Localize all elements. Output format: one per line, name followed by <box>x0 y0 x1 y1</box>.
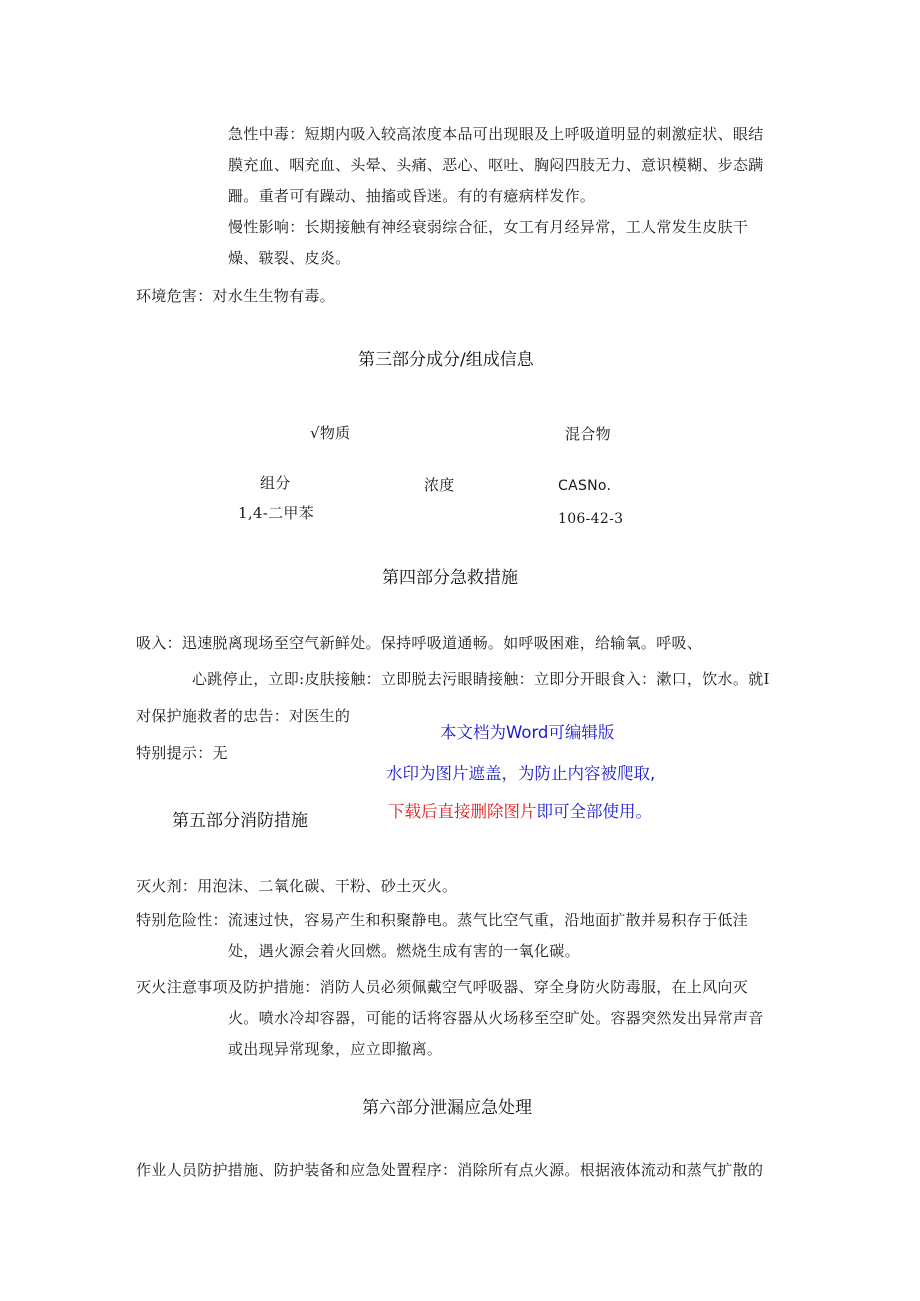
advice-for-rescuers: 对保护施救者的忠告：对医生的 <box>136 707 351 725</box>
watermark-line-3-blue: 即可全部使用。 <box>536 802 652 821</box>
component-cas-number: 106-42-3 <box>558 511 624 527</box>
acute-poisoning-line-1: 急性中毒：短期内吸入较高浓度本品可出现眼及上呼吸道明显的刺激症状、眼结 <box>228 125 764 143</box>
component-name: 1,4-二甲苯 <box>238 504 315 522</box>
special-note: 特别提示：无 <box>136 744 228 762</box>
first-aid-contact-line: 心跳停止，立即:皮肤接触：立即脱去污眼睛接触：立即分开眼食入：漱口，饮水。就I <box>192 670 770 688</box>
section4-title: 第四部分急救措施 <box>382 568 518 588</box>
chronic-effect-line-1: 慢性影响：长期接触有神经衰弱综合征，女工有月经异常，工人常发生皮肤干 <box>228 218 749 236</box>
acute-poisoning-line-3: 跚。重者可有躁动、抽搐或昏迷。有的有癔病样发作。 <box>228 187 596 205</box>
watermark-line-2: 水印为图片遮盖，为防止内容被爬取, <box>386 764 656 783</box>
watermark-line-3-red: 下载后直接删除图片 <box>388 802 537 821</box>
firefighting-precaution-line-2: 火。喷水冷却容器，可能的话将容器从火场移至空旷处。容器突然发出异常声音 <box>228 1009 764 1027</box>
mixture-label: 混合物 <box>565 425 611 443</box>
environment-hazard: 环境危害：对水生生物有毒。 <box>136 287 335 305</box>
extinguishing-agent: 灭火剂：用泡沫、二氧化碳、干粉、砂土灭火。 <box>136 877 458 895</box>
leak-response-line-1: 作业人员防护措施、防护装备和应急处置程序：消除所有点火源。根据液体流动和蒸气扩散的 <box>136 1161 764 1179</box>
watermark-line-1: 本文档为Word可编辑版 <box>440 723 615 742</box>
column-cas-no: CASNo. <box>558 478 612 494</box>
special-danger-line-2: 处，遇火源会着火回燃。燃烧生成有害的一氧化碳。 <box>228 942 580 960</box>
chronic-effect-line-2: 燥、皲裂、皮炎。 <box>228 249 351 267</box>
watermark-line-3 <box>388 801 652 823</box>
section5-title: 第五部分消防措施 <box>172 811 308 831</box>
first-aid-inhalation: 吸入：迅速脱离现场至空气新鲜处。保持呼吸道通畅。如呼吸困难，给输氧。呼吸、 <box>136 634 703 652</box>
special-danger-line-1: 特别危险性：流速过快，容易产生和积聚静电。蒸气比空气重，沿地面扩散并易积存于低洼 <box>136 911 749 929</box>
firefighting-precaution-line-1: 灭火注意事项及防护措施：消防人员必须佩戴空气呼吸器、穿全身防火防毒服，在上风向灭 <box>136 978 749 996</box>
column-component: 组分 <box>260 474 291 492</box>
column-concentration: 浓度 <box>424 476 455 494</box>
section6-title: 第六部分泄漏应急处理 <box>362 1098 532 1118</box>
section3-title: 第三部分成分/组成信息 <box>358 350 534 370</box>
acute-poisoning-line-2: 膜充血、咽充血、头晕、头痛、恶心、呕吐、胸闷四肢无力、意识模糊、步态蹒 <box>228 156 764 174</box>
substance-checkbox-label: √物质 <box>310 424 351 442</box>
firefighting-precaution-line-3: 或出现异常现象，应立即撤离。 <box>228 1040 443 1058</box>
